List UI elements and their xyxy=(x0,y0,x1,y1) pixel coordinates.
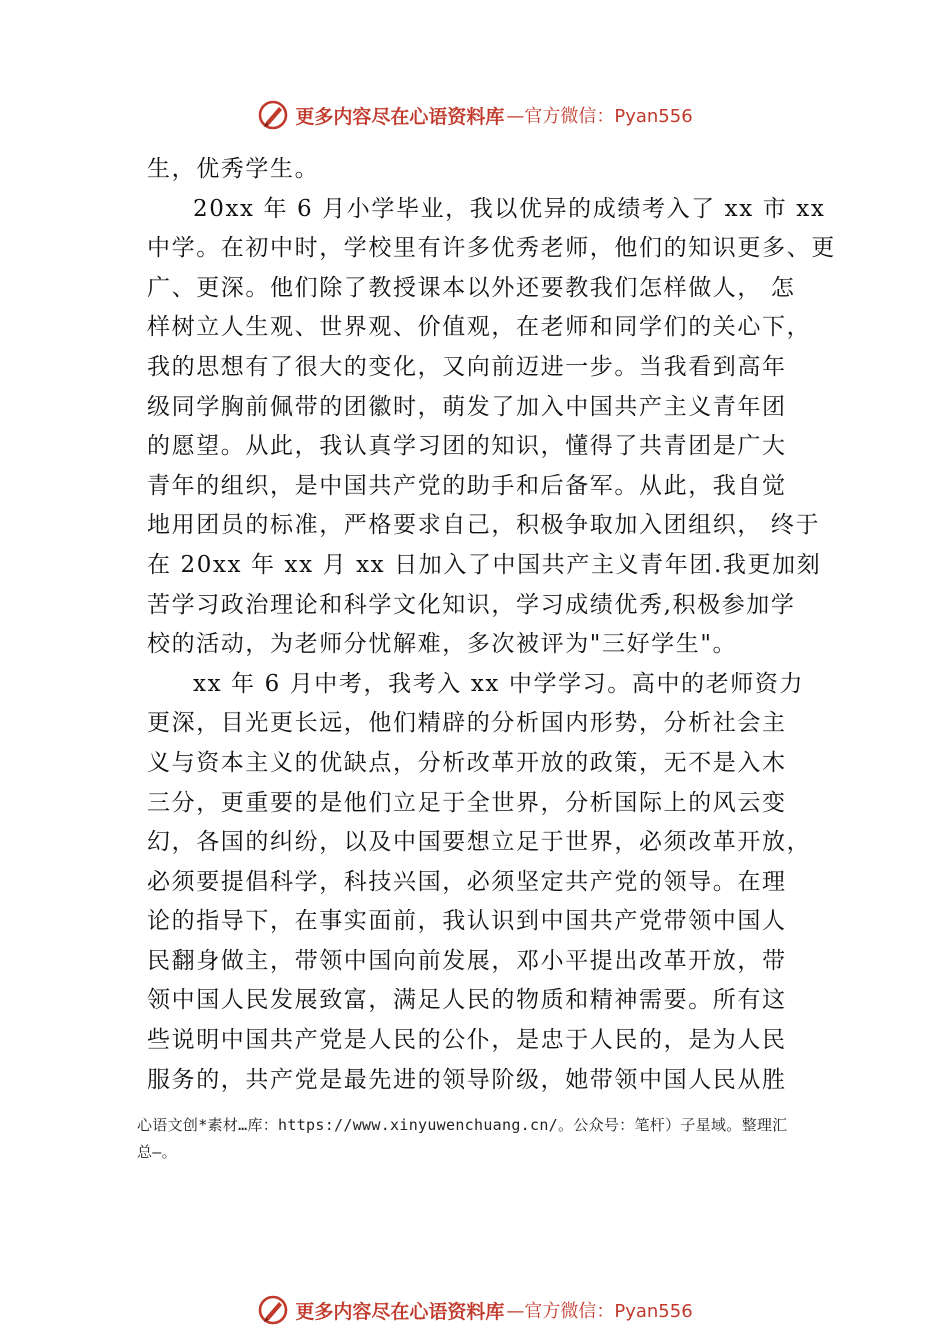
pen-logo-icon xyxy=(257,99,289,131)
document-body xyxy=(147,150,836,1100)
banner-official-account: —官方微信：Pyan556 xyxy=(506,106,693,127)
banner-official-account: —官方微信：Pyan556 xyxy=(506,1301,693,1322)
body-line: 更深，目光更长远，他们精辟的分析国内形势，分析社会主 xyxy=(147,710,787,737)
body-line: 校的活动，为老师分忧解难，多次被评为"三好学生"。 xyxy=(147,631,738,658)
body-line: 民翻身做主，带领中国向前发展，邓小平提出改革开放，带 xyxy=(147,947,787,974)
body-line: 我的思想有了很大的变化，又向前迈进一步。当我看到高年 xyxy=(147,353,787,380)
body-line: 三分，更重要的是他们立足于全世界，分析国际上的风云变 xyxy=(147,789,787,816)
body-line: 的愿望。从此，我认真学习团的知识，懂得了共青团是广大 xyxy=(147,433,787,460)
footer-banner xyxy=(0,1290,950,1330)
body-line: 青年的组织，是中国共产党的助手和后备军。从此，我自觉 xyxy=(147,472,787,499)
source-footnote xyxy=(137,1112,837,1166)
banner-brand-text: 更多内容尽在心语资料库 xyxy=(295,1300,505,1323)
body-line: 级同学胸前佩带的团徽时，萌发了加入中国共产主义青年团 xyxy=(147,393,787,420)
body-line: 领中国人民发展致富，满足人民的物质和精神需要。所有这 xyxy=(147,987,787,1014)
footnote-line: 心语文创*素材…库：https://www.xinyuwenchuang.cn/。公众号：笔杆）子星域。整理汇 xyxy=(137,1116,788,1134)
body-line: 中学。在初中时，学校里有许多优秀老师，他们的知识更多、更 xyxy=(147,235,836,262)
body-line: 广、更深。他们除了教授课本以外还要教我们怎样做人， 怎 xyxy=(147,274,796,301)
body-line: 义与资本主义的优缺点，分析改革开放的政策，无不是入木 xyxy=(147,749,787,776)
paragraph-start-line: 20xx 年 6 月小学毕业，我以优异的成绩考入了 xx 市 xx xyxy=(193,195,826,222)
body-line: 生，优秀学生。 xyxy=(147,156,320,182)
body-line: 必须要提倡科学，科技兴国，必须坚定共产党的领导。在理 xyxy=(147,868,787,895)
body-line: 论的指导下，在事实面前，我认识到中国共产党带领中国人 xyxy=(147,908,787,935)
body-line: 样树立人生观、世界观、价值观，在老师和同学们的关心下， xyxy=(147,314,812,341)
body-line: 地用团员的标准，严格要求自己，积极争取加入团组织， 终于 xyxy=(147,512,821,539)
footnote-line: 总—。 xyxy=(137,1143,177,1161)
header-banner xyxy=(0,95,950,135)
body-line: 在 20xx 年 xx 月 xx 日加入了中国共产主义青年团.我更加刻 xyxy=(147,551,822,578)
banner-brand-text: 更多内容尽在心语资料库 xyxy=(295,105,505,128)
body-line: 服务的，共产党是最先进的领导阶级，她带领中国人民从胜 xyxy=(147,1066,787,1093)
body-line: 苦学习政治理论和科学文化知识，学习成绩优秀,积极参加学 xyxy=(147,591,796,618)
paragraph-start-line: xx 年 6 月中考，我考入 xx 中学学习。高中的老师资力 xyxy=(193,670,805,697)
pen-logo-icon xyxy=(257,1294,289,1326)
body-line: 幻，各国的纠纷，以及中国要想立足于世界，必须改革开放， xyxy=(147,829,812,856)
body-line: 些说明中国共产党是人民的公仆，是忠于人民的，是为人民 xyxy=(147,1027,787,1054)
